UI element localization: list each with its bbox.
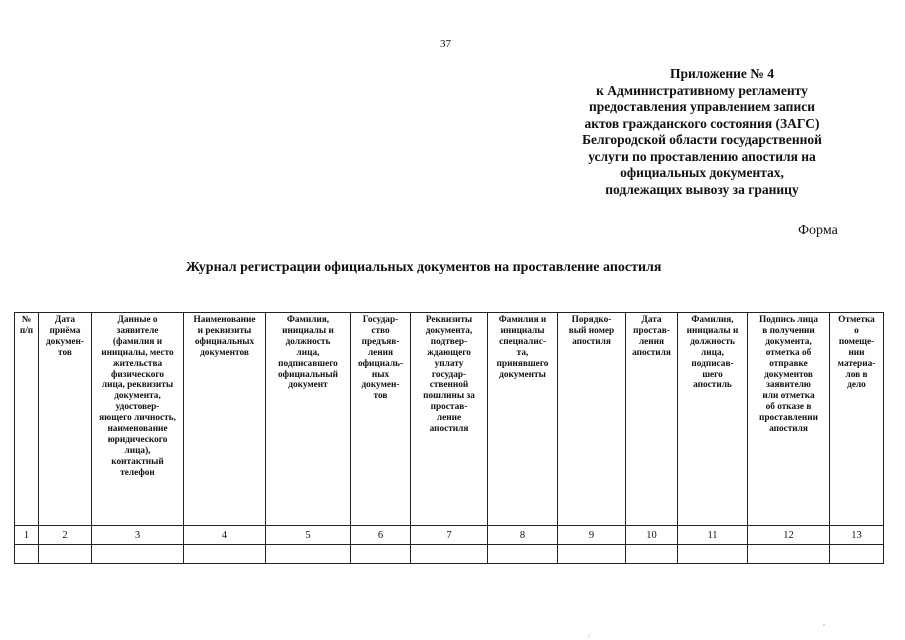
- column-header-13: [830, 313, 884, 526]
- column-header-line: Реквизиты: [425, 315, 473, 325]
- column-header-line: простав-: [633, 325, 670, 336]
- column-header-line: документов: [200, 347, 249, 358]
- column-header-line: вый номер: [568, 325, 615, 336]
- column-header-line: в получении: [762, 325, 815, 336]
- column-header-line: телефон: [120, 467, 155, 478]
- column-header-1: [15, 313, 39, 526]
- column-number: 1: [15, 526, 39, 545]
- column-header-11: [678, 313, 748, 526]
- column-header-line: апостиля: [429, 424, 469, 435]
- column-header-line: ление: [436, 413, 462, 424]
- appendix-line: Приложение № 4: [670, 66, 774, 81]
- column-header-line: лица,: [701, 347, 724, 358]
- scan-mark: /: [588, 632, 590, 640]
- column-number: 12: [748, 526, 830, 545]
- appendix-line: услуги по проставлению апостиля на: [588, 148, 816, 164]
- column-header-line: подтвер-: [430, 336, 468, 347]
- column-header-line: апостиля: [572, 336, 611, 347]
- form-label: Форма: [798, 223, 838, 238]
- column-header-line: докумен-: [361, 380, 400, 391]
- column-header-line: должность: [285, 336, 331, 347]
- appendix-header: [552, 66, 852, 198]
- column-header-line: апостиля: [769, 424, 808, 435]
- column-header-line: отметка об: [765, 347, 812, 358]
- column-header-line: Государ-: [362, 315, 399, 325]
- column-header-line: Данные о: [117, 315, 158, 325]
- column-header-line: дело: [847, 380, 866, 391]
- empty-cell: [351, 545, 411, 564]
- column-header-3: [92, 313, 184, 526]
- column-header-line: пошлины за: [423, 391, 475, 402]
- column-header-line: (фамилия и: [112, 336, 163, 347]
- empty-cell: [39, 545, 92, 564]
- column-number: 9: [558, 526, 626, 545]
- column-header-line: удостовер-: [115, 402, 160, 413]
- column-header-line: об отказе в: [765, 402, 812, 413]
- column-number: 8: [488, 526, 558, 545]
- empty-cell: [488, 545, 558, 564]
- column-header-line: апостиля: [632, 347, 671, 358]
- column-header-line: заявителю: [766, 380, 811, 391]
- empty-cell: [92, 545, 184, 564]
- column-header-line: документа,: [425, 325, 473, 336]
- column-header-line: документа,: [765, 336, 812, 347]
- column-header-12: [748, 313, 830, 526]
- column-number: 3: [92, 526, 184, 545]
- column-header-line: ления: [367, 347, 394, 358]
- column-header-line: или отметка: [762, 391, 815, 402]
- column-header-line: ство: [371, 325, 390, 336]
- column-header-5: [266, 313, 351, 526]
- column-header-7: [411, 313, 488, 526]
- column-number: 13: [830, 526, 884, 545]
- appendix-line: предоставления управлением записи: [588, 99, 816, 114]
- column-header-10: [626, 313, 678, 526]
- column-header-9: [558, 313, 626, 526]
- page-number: 37: [440, 38, 451, 50]
- column-header-line: Отметка: [838, 315, 875, 325]
- column-number: 2: [39, 526, 92, 545]
- column-header-line: юридического: [107, 434, 168, 445]
- scan-mark: ,: [823, 618, 825, 627]
- column-header-line: документы: [499, 369, 546, 380]
- column-header-line: материа-: [837, 358, 876, 369]
- column-number: 5: [266, 526, 351, 545]
- column-header-line: уплату: [434, 358, 464, 369]
- column-header-line: ных: [371, 369, 390, 380]
- column-number: 10: [626, 526, 678, 545]
- column-header-line: инициалы и: [282, 325, 334, 336]
- appendix-line: к Административному регламенту: [596, 82, 808, 98]
- column-header-line: та,: [516, 347, 529, 358]
- column-header-line: инициалы и: [686, 325, 739, 336]
- column-header-4: [184, 313, 266, 526]
- column-number: 11: [678, 526, 748, 545]
- column-header-2: [39, 313, 92, 526]
- column-header-line: документа,: [114, 391, 161, 402]
- empty-cell: [558, 545, 626, 564]
- column-header-line: лица,: [296, 347, 320, 358]
- column-number: 6: [351, 526, 411, 545]
- column-header-line: принявшего: [496, 358, 549, 369]
- column-header-line: подписавшего: [278, 358, 338, 369]
- column-header-line: Порядко-: [571, 315, 612, 325]
- column-header-line: проставлении: [759, 413, 818, 424]
- appendix-line: актов гражданского состояния (ЗАГС): [584, 115, 820, 131]
- appendix-line: официальных документах,: [620, 165, 784, 180]
- column-header-line: государ-: [431, 369, 467, 380]
- empty-cell: [678, 545, 748, 564]
- column-header-line: наименование: [107, 424, 168, 435]
- column-header-8: [488, 313, 558, 526]
- column-header-line: специалис-: [499, 336, 546, 347]
- empty-cell: [411, 545, 488, 564]
- header-row: [15, 313, 884, 526]
- column-header-line: тов: [58, 347, 72, 358]
- empty-cell: [748, 545, 830, 564]
- column-header-line: Фамилия,: [691, 315, 734, 325]
- column-header-line: инициалы, место: [101, 347, 174, 358]
- column-header-line: №: [21, 315, 32, 325]
- column-header-line: предъяв-: [361, 336, 400, 347]
- column-header-line: подписав-: [691, 358, 734, 369]
- column-header-line: п/п: [19, 325, 34, 336]
- column-header-line: контактный: [111, 456, 164, 467]
- column-header-line: приёма: [49, 325, 81, 336]
- column-header-line: официальных: [194, 336, 255, 347]
- empty-cell: [830, 545, 884, 564]
- column-header-line: официаль-: [357, 358, 404, 369]
- column-header-line: Дата: [641, 315, 662, 325]
- empty-entry-row: [15, 545, 884, 564]
- appendix-line: подлежащих вывозу за границу: [605, 181, 799, 197]
- column-header-6: [351, 313, 411, 526]
- empty-cell: [626, 545, 678, 564]
- column-header-line: официальный: [278, 369, 338, 380]
- journal-title: Журнал регистрации официальных документов на проставление апостиля: [186, 260, 662, 275]
- column-header-line: должность: [690, 336, 735, 347]
- column-header-line: ственной: [429, 380, 469, 391]
- column-header-line: Подпись лица: [759, 315, 818, 325]
- column-header-line: нии: [848, 347, 865, 358]
- column-header-line: Фамилия и: [498, 315, 547, 325]
- column-header-line: лица),: [124, 445, 151, 456]
- column-header-line: ждающего: [427, 347, 471, 358]
- column-header-line: о: [854, 325, 859, 336]
- empty-cell: [15, 545, 39, 564]
- column-numbers-row: [15, 526, 884, 545]
- column-header-line: шего: [702, 369, 723, 380]
- column-header-line: апостиль: [693, 380, 732, 391]
- column-header-line: лов в: [845, 369, 868, 380]
- appendix-line: Белгородской области государственной: [582, 132, 822, 147]
- column-header-line: инициалы: [500, 325, 545, 336]
- journal-table: [14, 312, 884, 564]
- column-header-line: ления: [638, 336, 665, 347]
- column-header-line: заявителе: [116, 325, 159, 336]
- column-header-line: отправке: [769, 358, 808, 369]
- column-header-line: простав-: [430, 402, 468, 413]
- column-header-line: тов: [373, 391, 388, 402]
- column-header-line: докумен-: [45, 336, 84, 347]
- column-header-line: жительства: [112, 358, 163, 369]
- column-header-line: документов: [764, 369, 813, 380]
- column-header-line: Фамилия,: [286, 315, 330, 325]
- empty-cell: [266, 545, 351, 564]
- column-header-line: физического: [110, 369, 164, 380]
- column-header-line: документ: [288, 380, 328, 391]
- column-header-line: лица, реквизиты: [101, 380, 174, 391]
- empty-cell: [184, 545, 266, 564]
- column-header-line: Дата: [54, 315, 76, 325]
- column-number: 4: [184, 526, 266, 545]
- column-header-line: помеще-: [838, 336, 875, 347]
- column-number: 7: [411, 526, 488, 545]
- column-header-line: и реквизиты: [197, 325, 252, 336]
- column-header-line: яющего личность,: [99, 413, 176, 424]
- column-header-line: Наименование: [193, 315, 256, 325]
